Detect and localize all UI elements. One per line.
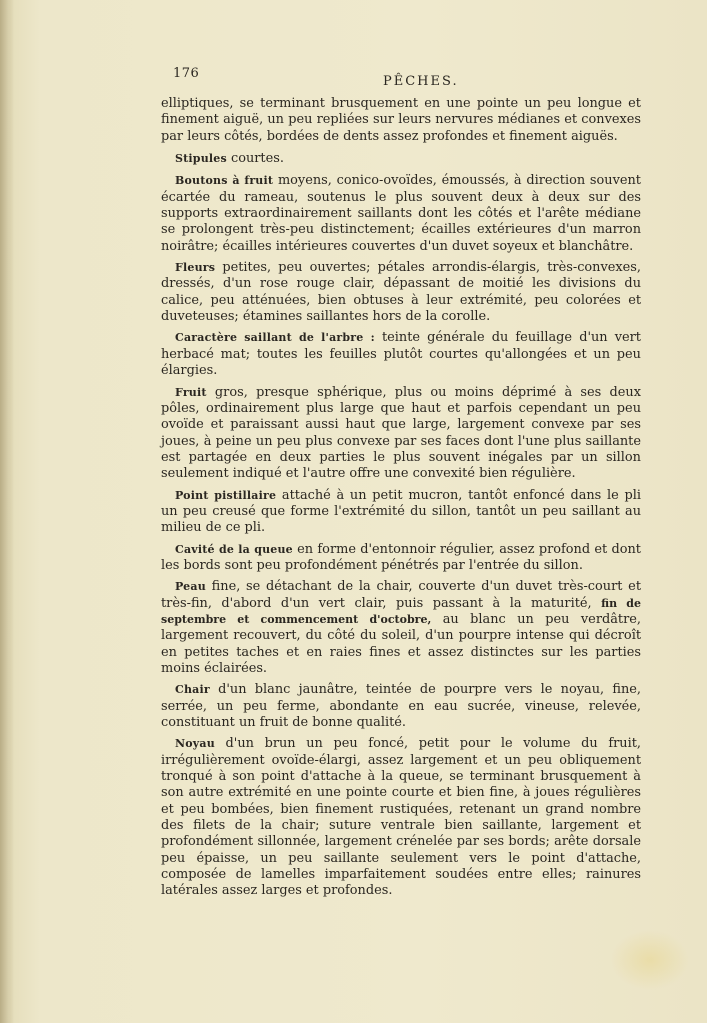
paragraph-text: teinte générale du feuillage d'un vert herbacé mat; toutes les feuilles plutôt courtes qu'allongées et un peu élargies. bbox=[161, 330, 641, 379]
paragraph-term: Stipules bbox=[175, 152, 227, 166]
paragraph-chair bbox=[161, 682, 641, 731]
paragraph-text: petites, peu ouvertes; pétales arrondis-élargis, très-convexes, dressés, d'un rose rouge clair, dépassant de moitié les divisions du calice, peu atténuées, bien obtuses à leur extrémité, peu colorées et duveteuses; étamines saillantes hors de la corolle. bbox=[161, 260, 641, 325]
paragraph-point-pistillaire bbox=[161, 488, 641, 537]
paragraph-fleurs bbox=[161, 260, 641, 325]
page-header bbox=[173, 62, 643, 92]
paragraph-term: Cavité de la queue bbox=[175, 542, 293, 556]
paragraph-boutons bbox=[161, 173, 641, 255]
book-binding-edge bbox=[0, 0, 14, 1023]
running-title: PÊCHES. bbox=[383, 74, 459, 89]
paragraph-text: attaché à un petit mucron, tantôt enfoncé dans le pli un peu creusé que forme l'extrémité du sillon, tantôt un peu saillant au milieu de ce pli. bbox=[161, 487, 641, 536]
page-body bbox=[161, 96, 641, 905]
paper-stain bbox=[610, 930, 690, 990]
paragraph-text: d'un blanc jaunâtre, teintée de pourpre vers le noyau, fine, serrée, un peu ferme, abondante en eau sucrée, vineuse, relevée, constituant un fruit de bonne qualité. bbox=[161, 682, 641, 731]
paragraph-text: fine, se détachant de la chair, couverte d'un duvet très-court et très-fin, d'abord d'un vert clair, puis passant à la maturité, bbox=[161, 579, 641, 611]
paragraph-fruit bbox=[161, 385, 641, 483]
paragraph-text: elliptiques, se terminant brusquement en une pointe un peu longue et finement aiguë, un peu repliées sur leurs nervures médianes et convexes par leurs côtés, bordées de dents assez profondes et finement aiguës. bbox=[161, 96, 641, 144]
paragraph-term: Noyau bbox=[175, 737, 215, 751]
paragraph-bold-phrase: fin de septembre et commencement d'octobre, bbox=[161, 596, 642, 626]
paragraph-peau bbox=[161, 579, 641, 677]
paragraph-leaves-continued bbox=[161, 96, 641, 145]
paragraph-text: gros, presque sphérique, plus ou moins déprimé à ses deux pôles, ordinairement plus large que haut et parfois cependant un peu ovoïde et paraissant aussi haut que large, largement convexe par ses joues, à peine un peu plus convexe par ses faces dont l'une plus saillante est partagée en deux parties le plus souvent inégales par un sillon seulement indiqué et l'autre offre une convexité bien régulière. bbox=[161, 384, 641, 482]
paragraph-term: Fruit bbox=[175, 385, 207, 399]
paragraph-term: Caractère saillant de l'arbre : bbox=[175, 331, 375, 345]
paragraph-text: en forme d'entonnoir régulier, assez profond et dont les bords sont peu profondément pénétrés par l'entrée du sillon. bbox=[161, 541, 641, 573]
paragraph-term: Fleurs bbox=[175, 261, 216, 275]
paragraph-term: Boutons à fruit bbox=[175, 174, 274, 188]
paragraph-text: courtes. bbox=[226, 151, 284, 167]
page-number: 176 bbox=[173, 66, 200, 81]
paragraph-caractere bbox=[161, 330, 641, 379]
paragraph-text-continued: au blanc un peu verdâtre, largement recouvert, du côté du soleil, d'un pourpre intense qui décroît en petites taches et en raies fines et assez distinctes sur les parties moins éclairées. bbox=[161, 611, 641, 676]
paragraph-stipules bbox=[161, 151, 641, 167]
paragraph-noyau bbox=[161, 736, 641, 899]
paragraph-text: d'un brun un peu foncé, petit pour le volume du fruit, irrégulièrement ovoïde-élargi, assez largement et un peu obliquement tronqué à son point d'attache à la queue, se terminant brusquement à son autre extrémité en une pointe courte et bien fine, à joues régulières et peu bombées, bien finement rustiquées, retenant un grand nombre des filets de la chair; suture ventrale bien saillante, largement et profondément sillonnée, largement crénelée par ses bords; arête dorsale peu épaisse, un peu saillante seulement vers le point d'attache, composée de lamelles imparfaitement soudées entre elles; rainures latérales assez larges et profondes. bbox=[161, 736, 641, 899]
paragraph-term: Point pistillaire bbox=[175, 488, 277, 502]
paragraph-text: moyens, conico-ovoïdes, émoussés, à direction souvent écartée du rameau, soutenus le plus souvent deux à deux sur des supports extraordinairement saillants dont les côtés et l'arête médiane se prolongent très-peu distinctement; écailles extérieures d'un marron noirâtre; écailles intérieures couvertes d'un duvet soyeux et blanchâtre. bbox=[161, 173, 641, 254]
paragraph-cavite bbox=[161, 542, 641, 575]
paragraph-term: Chair bbox=[175, 683, 210, 697]
paragraph-term: Peau bbox=[175, 580, 206, 594]
